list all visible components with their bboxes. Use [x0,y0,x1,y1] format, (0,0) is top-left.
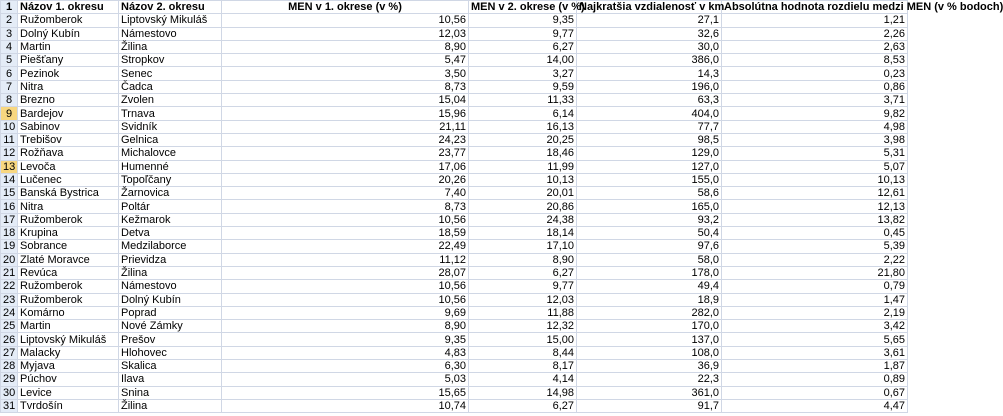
cell-abs-diff[interactable]: 5,31 [722,147,908,160]
cell-abs-diff[interactable]: 9,82 [722,107,908,120]
cell-district-1[interactable]: Rožňava [18,147,119,160]
row-header[interactable]: 18 [1,227,18,240]
cell-men-2[interactable]: 24,38 [469,213,577,226]
cell-abs-diff[interactable]: 0,89 [722,373,908,386]
cell-men-2[interactable]: 9,77 [469,27,577,40]
cell-district-2[interactable]: Trnava [119,107,222,120]
table-row [1,27,908,40]
cell-men-1[interactable]: 6,30 [222,360,469,373]
cell-men-2[interactable]: 4,14 [469,373,577,386]
cell-district-2[interactable]: Gelnica [119,133,222,146]
table-row [1,173,908,186]
table-row [1,360,908,373]
cell-abs-diff[interactable]: 13,82 [722,213,908,226]
cell-abs-diff[interactable]: 3,98 [722,133,908,146]
cell-distance[interactable]: 97,6 [577,240,722,253]
cell-district-1[interactable]: Komárno [18,306,119,319]
cell-men-2[interactable]: 18,14 [469,227,577,240]
cell-distance[interactable]: 170,0 [577,320,722,333]
table-row [1,94,908,107]
cell-men-1[interactable]: 8,73 [222,80,469,93]
cell-men-1[interactable]: 15,65 [222,386,469,399]
cell-distance[interactable]: 165,0 [577,200,722,213]
cell-district-1[interactable]: Martin [18,320,119,333]
row-header[interactable]: 20 [1,253,18,266]
cell-distance[interactable]: 58,6 [577,187,722,200]
cell-district-2[interactable]: Námestovo [119,27,222,40]
cell-men-2[interactable]: 10,13 [469,173,577,186]
cell-distance[interactable]: 36,9 [577,360,722,373]
cell-district-2[interactable]: Kežmarok [119,213,222,226]
cell-men-2[interactable]: 6,14 [469,107,577,120]
cell-men-2[interactable]: 18,46 [469,147,577,160]
cell-abs-diff[interactable]: 0,23 [722,67,908,80]
cell-men-2[interactable]: 8,90 [469,253,577,266]
cell-district-1[interactable]: Tvrdošín [18,399,119,412]
row-header[interactable]: 16 [1,200,18,213]
cell-men-1[interactable]: 22,49 [222,240,469,253]
cell-men-1[interactable]: 4,83 [222,346,469,359]
table-row [1,346,908,359]
cell-distance[interactable]: 22,3 [577,373,722,386]
header-cell-distance[interactable]: Najkratšia vzdialenosť v km [577,1,722,14]
cell-district-2[interactable]: Humenné [119,160,222,173]
cell-district-1[interactable]: Ružomberok [18,280,119,293]
cell-district-1[interactable]: Púchov [18,373,119,386]
cell-distance[interactable]: 27,1 [577,14,722,27]
cell-district-1[interactable]: Nitra [18,200,119,213]
cell-men-2[interactable]: 12,03 [469,293,577,306]
cell-abs-diff[interactable]: 3,71 [722,94,908,107]
cell-distance[interactable]: 178,0 [577,266,722,279]
table-row [1,213,908,226]
cell-abs-diff[interactable]: 21,80 [722,266,908,279]
cell-abs-diff[interactable]: 12,13 [722,200,908,213]
table-row [1,160,908,173]
cell-men-1[interactable]: 8,90 [222,320,469,333]
table-row [1,200,908,213]
row-header[interactable]: 9 [1,107,18,120]
row-header[interactable]: 28 [1,360,18,373]
table-row [1,14,908,27]
row-header[interactable]: 17 [1,213,18,226]
cell-men-2[interactable]: 11,99 [469,160,577,173]
row-header[interactable]: 27 [1,346,18,359]
cell-men-1[interactable]: 24,23 [222,133,469,146]
row-header[interactable]: 25 [1,320,18,333]
table-row [1,306,908,319]
row-header[interactable]: 26 [1,333,18,346]
cell-distance[interactable]: 32,6 [577,27,722,40]
cell-men-1[interactable]: 18,59 [222,227,469,240]
cell-distance[interactable]: 386,0 [577,54,722,67]
row-header[interactable]: 3 [1,27,18,40]
row-header[interactable]: 30 [1,386,18,399]
cell-district-2[interactable]: Zvolen [119,94,222,107]
cell-abs-diff[interactable]: 2,22 [722,253,908,266]
cell-abs-diff[interactable]: 2,63 [722,40,908,53]
header-cell-men-2[interactable]: MEN v 2. okrese (v %) [469,1,577,14]
cell-district-1[interactable]: Banská Bystrica [18,187,119,200]
cell-abs-diff[interactable]: 12,61 [722,187,908,200]
cell-men-1[interactable]: 10,56 [222,14,469,27]
cell-abs-diff[interactable]: 5,07 [722,160,908,173]
cell-district-1[interactable]: Myjava [18,360,119,373]
cell-men-1[interactable]: 15,04 [222,94,469,107]
table-row [1,240,908,253]
cell-distance[interactable]: 98,5 [577,133,722,146]
row-header[interactable]: 23 [1,293,18,306]
cell-men-1[interactable]: 8,90 [222,40,469,53]
cell-men-1[interactable]: 10,56 [222,293,469,306]
cell-district-1[interactable]: Levice [18,386,119,399]
cell-men-1[interactable]: 28,07 [222,266,469,279]
cell-men-2[interactable]: 8,44 [469,346,577,359]
cell-men-2[interactable]: 20,01 [469,187,577,200]
table-row [1,67,908,80]
cell-distance[interactable]: 49,4 [577,280,722,293]
cell-abs-diff[interactable]: 8,53 [722,54,908,67]
cell-men-2[interactable]: 11,33 [469,94,577,107]
table-row [1,54,908,67]
cell-distance[interactable]: 63,3 [577,94,722,107]
cell-men-2[interactable]: 6,27 [469,399,577,412]
cell-abs-diff[interactable]: 3,61 [722,346,908,359]
cell-district-2[interactable]: Poprad [119,306,222,319]
cell-men-1[interactable]: 20,26 [222,173,469,186]
cell-men-1[interactable]: 12,03 [222,27,469,40]
cell-abs-diff[interactable]: 1,21 [722,14,908,27]
cell-district-2[interactable]: Liptovský Mikuláš [119,14,222,27]
row-header[interactable]: 15 [1,187,18,200]
cell-district-1[interactable]: Ružomberok [18,213,119,226]
header-cell-district-1[interactable]: Názov 1. okresu [18,1,119,14]
cell-district-1[interactable]: Sobrance [18,240,119,253]
table-row [1,187,908,200]
cell-men-2[interactable]: 17,10 [469,240,577,253]
table-row [1,120,908,133]
cell-men-2[interactable]: 14,00 [469,54,577,67]
cell-men-2[interactable]: 9,35 [469,14,577,27]
cell-district-2[interactable]: Prievidza [119,253,222,266]
cell-district-1[interactable]: Revúca [18,266,119,279]
cell-men-2[interactable]: 6,27 [469,266,577,279]
cell-district-1[interactable]: Ružomberok [18,293,119,306]
cell-men-2[interactable]: 3,27 [469,67,577,80]
row-header[interactable]: 6 [1,67,18,80]
cell-district-1[interactable]: Malacky [18,346,119,359]
cell-abs-diff[interactable]: 0,45 [722,227,908,240]
cell-distance[interactable]: 14,3 [577,67,722,80]
table-row [1,266,908,279]
table-row [1,147,908,160]
row-header[interactable]: 4 [1,40,18,53]
cell-men-2[interactable]: 12,32 [469,320,577,333]
table-row [1,399,908,412]
cell-distance[interactable]: 404,0 [577,107,722,120]
cell-district-2[interactable]: Čadca [119,80,222,93]
cell-district-2[interactable]: Ilava [119,373,222,386]
cell-district-1[interactable]: Dolný Kubín [18,27,119,40]
table-row [1,133,908,146]
cell-district-1[interactable]: Piešťany [18,54,119,67]
cell-distance[interactable]: 155,0 [577,173,722,186]
row-header[interactable]: 22 [1,280,18,293]
cell-men-2[interactable]: 14,98 [469,386,577,399]
table-row [1,227,908,240]
cell-men-1[interactable]: 17,06 [222,160,469,173]
cell-men-1[interactable]: 10,56 [222,213,469,226]
cell-district-1[interactable]: Ružomberok [18,14,119,27]
row-header[interactable]: 5 [1,54,18,67]
cell-men-1[interactable]: 10,56 [222,280,469,293]
cell-district-1[interactable]: Nitra [18,80,119,93]
table-row [1,373,908,386]
cell-distance[interactable]: 91,7 [577,399,722,412]
row-header[interactable]: 19 [1,240,18,253]
table-row [1,253,908,266]
cell-district-1[interactable]: Zlaté Moravce [18,253,119,266]
cell-men-2[interactable]: 16,13 [469,120,577,133]
cell-men-2[interactable]: 8,17 [469,360,577,373]
cell-men-1[interactable]: 10,74 [222,399,469,412]
cell-abs-diff[interactable]: 2,26 [722,27,908,40]
cell-abs-diff[interactable]: 0,86 [722,80,908,93]
cell-abs-diff[interactable]: 0,67 [722,386,908,399]
cell-men-1[interactable]: 8,73 [222,200,469,213]
cell-abs-diff[interactable]: 1,47 [722,293,908,306]
table-row [1,293,908,306]
table-row [1,80,908,93]
row-header[interactable]: 12 [1,147,18,160]
cell-men-1[interactable]: 23,77 [222,147,469,160]
cell-district-1[interactable]: Bardejov [18,107,119,120]
table-row [1,280,908,293]
cell-abs-diff[interactable]: 0,79 [722,280,908,293]
table-row [1,320,908,333]
cell-men-1[interactable]: 7,40 [222,187,469,200]
cell-men-1[interactable]: 3,50 [222,67,469,80]
row-header[interactable]: 8 [1,94,18,107]
cell-men-2[interactable]: 9,77 [469,280,577,293]
table-row [1,40,908,53]
row-header[interactable]: 14 [1,173,18,186]
table-row [1,386,908,399]
cell-district-2[interactable]: Nové Zámky [119,320,222,333]
header-cell-abs-diff[interactable]: Absolútna hodnota rozdielu medzi MEN (v % bodoch) [722,1,908,14]
cell-district-1[interactable]: Liptovský Mikuláš [18,333,119,346]
cell-distance[interactable]: 361,0 [577,386,722,399]
cell-district-1[interactable]: Sabinov [18,120,119,133]
row-header[interactable]: 31 [1,399,18,412]
cell-men-1[interactable]: 9,69 [222,306,469,319]
cell-district-2[interactable]: Námestovo [119,280,222,293]
cell-abs-diff[interactable]: 10,13 [722,173,908,186]
row-header[interactable]: 10 [1,120,18,133]
cell-men-2[interactable]: 20,25 [469,133,577,146]
row-header[interactable]: 29 [1,373,18,386]
row-header[interactable]: 2 [1,14,18,27]
cell-abs-diff[interactable]: 4,47 [722,399,908,412]
cell-district-2[interactable]: Svidník [119,120,222,133]
row-header[interactable]: 13 [1,160,18,173]
table-row [1,333,908,346]
cell-men-1[interactable]: 9,35 [222,333,469,346]
cell-district-2[interactable]: Snina [119,386,222,399]
cell-district-2[interactable]: Hlohovec [119,346,222,359]
row-header[interactable]: 21 [1,266,18,279]
cell-district-1[interactable]: Martin [18,40,119,53]
cell-district-1[interactable]: Pezinok [18,67,119,80]
cell-district-1[interactable]: Krupina [18,227,119,240]
cell-district-1[interactable]: Trebišov [18,133,119,146]
cell-men-2[interactable]: 9,59 [469,80,577,93]
cell-district-1[interactable]: Lučenec [18,173,119,186]
cell-district-2[interactable]: Stropkov [119,54,222,67]
cell-distance[interactable]: 196,0 [577,80,722,93]
cell-district-2[interactable]: Žarnovica [119,187,222,200]
cell-distance[interactable]: 58,0 [577,253,722,266]
cell-men-2[interactable]: 11,88 [469,306,577,319]
header-row [1,1,908,14]
cell-men-1[interactable]: 15,96 [222,107,469,120]
cell-abs-diff[interactable]: 4,98 [722,120,908,133]
cell-abs-diff[interactable]: 1,87 [722,360,908,373]
header-cell-district-2[interactable]: Názov 2. okresu [119,1,222,14]
row-header[interactable]: 1 [1,1,18,14]
cell-district-1[interactable]: Brezno [18,94,119,107]
cell-district-2[interactable]: Žilina [119,266,222,279]
cell-abs-diff[interactable]: 3,42 [722,320,908,333]
cell-abs-diff[interactable]: 5,65 [722,333,908,346]
cell-district-2[interactable]: Dolný Kubín [119,293,222,306]
row-header[interactable]: 7 [1,80,18,93]
cell-district-2[interactable]: Skalica [119,360,222,373]
cell-men-1[interactable]: 21,11 [222,120,469,133]
cell-district-2[interactable]: Senec [119,67,222,80]
cell-men-2[interactable]: 20,86 [469,200,577,213]
cell-distance[interactable]: 30,0 [577,40,722,53]
cell-distance[interactable]: 77,7 [577,120,722,133]
cell-men-1[interactable]: 5,47 [222,54,469,67]
header-cell-men-1[interactable]: MEN v 1. okrese (v %) [222,1,469,14]
cell-distance[interactable]: 129,0 [577,147,722,160]
cell-distance[interactable]: 108,0 [577,346,722,359]
cell-distance[interactable]: 127,0 [577,160,722,173]
cell-district-2[interactable]: Detva [119,227,222,240]
cell-men-2[interactable]: 15,00 [469,333,577,346]
cell-men-2[interactable]: 6,27 [469,40,577,53]
table-row [1,107,908,120]
cell-distance[interactable]: 18,9 [577,293,722,306]
cell-abs-diff[interactable]: 2,19 [722,306,908,319]
cell-district-2[interactable]: Prešov [119,333,222,346]
cell-district-2[interactable]: Žilina [119,399,222,412]
cell-distance[interactable]: 93,2 [577,213,722,226]
cell-district-2[interactable]: Žilina [119,40,222,53]
cell-abs-diff[interactable]: 5,39 [722,240,908,253]
row-header[interactable]: 24 [1,306,18,319]
cell-district-1[interactable]: Levoča [18,160,119,173]
cell-district-2[interactable]: Poltár [119,200,222,213]
cell-distance[interactable]: 282,0 [577,306,722,319]
cell-district-2[interactable]: Michalovce [119,147,222,160]
row-header[interactable]: 11 [1,133,18,146]
cell-distance[interactable]: 50,4 [577,227,722,240]
cell-district-2[interactable]: Medzilaborce [119,240,222,253]
cell-men-1[interactable]: 11,12 [222,253,469,266]
cell-district-2[interactable]: Topoľčany [119,173,222,186]
cell-distance[interactable]: 137,0 [577,333,722,346]
cell-men-1[interactable]: 5,03 [222,373,469,386]
